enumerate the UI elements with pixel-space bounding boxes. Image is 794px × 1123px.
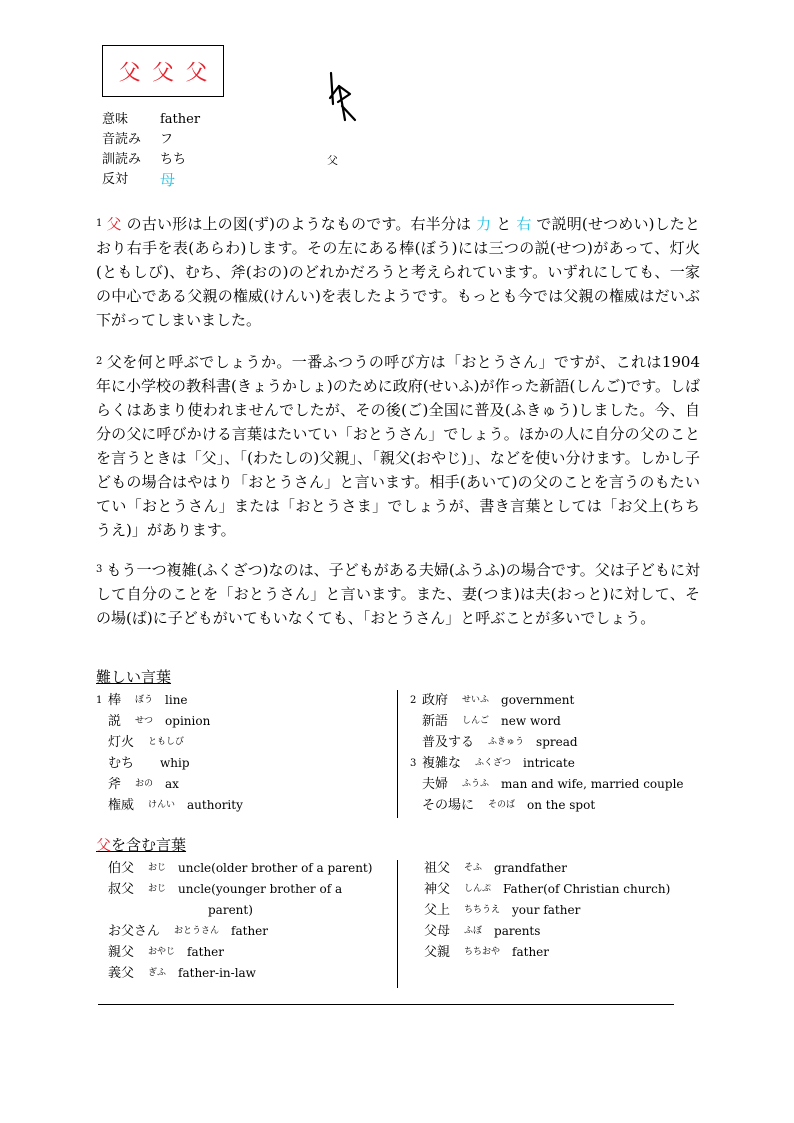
vocab-row — [96, 690, 396, 711]
vocab-row — [96, 795, 396, 816]
vocab-word: 複雑な — [422, 756, 462, 771]
vocab-english: new word — [501, 714, 561, 728]
kanji-highlight: 父 — [106, 215, 122, 233]
paragraph-1 — [96, 212, 700, 332]
vocab-reading: おとうさん — [174, 926, 220, 936]
column-divider — [397, 690, 398, 818]
vocab-reading: せいふ — [462, 695, 490, 705]
vocab-row — [108, 942, 398, 963]
vocab-english: uncle(younger brother of a — [178, 882, 343, 896]
vocab-word: 棒 — [108, 693, 122, 708]
vocab-number — [410, 732, 422, 753]
vocab-english: father — [231, 924, 269, 938]
vocab-word: お父さん — [108, 924, 161, 939]
vocab-english: parents — [494, 924, 541, 938]
vocab-word: 斧 — [108, 777, 122, 792]
kanji-form-2: 父 — [151, 60, 174, 86]
vocab-word: 父母 — [424, 924, 451, 939]
vocab-english: line — [165, 693, 188, 707]
paragraph-number: 2 — [96, 356, 103, 367]
vocab-number — [96, 732, 108, 753]
vocab-english: opinion — [165, 714, 211, 728]
vocab-word: 親父 — [108, 945, 135, 960]
vocab-english: your father — [512, 903, 581, 917]
paragraph-text: で説明(せつめい)したとおり右手を表(あらわ)します。その左にある棒(ぼう)には三つの説(せつ)があって、灯火(ともしび)、むち、斧(おの)のどれかだろうと考えられています。いずれにしても、一家の中心である父親の権威(けんい)を表したようです。もっとも今では父親の権威はだいぶ下がってしまいました。 — [96, 215, 700, 329]
vocab-row — [410, 690, 710, 711]
vocab-row — [96, 753, 396, 774]
vocab-word: 神父 — [424, 882, 451, 897]
vocab-row — [108, 921, 398, 942]
ancient-form-image — [322, 70, 362, 130]
vocab-row — [410, 753, 710, 774]
opposite-label: 反対 — [102, 172, 129, 187]
vocab-reading: おじ — [148, 884, 167, 894]
kun-reading-label: 訓読み — [102, 152, 142, 167]
paragraph-3 — [96, 558, 700, 630]
vocab-word: 説 — [108, 714, 122, 729]
meaning-label: 意味 — [102, 112, 129, 127]
meaning-value: father — [160, 112, 201, 127]
column-divider — [397, 860, 398, 988]
vocab-english: uncle(older brother of a parent) — [178, 861, 373, 875]
paragraph-text: 父を何と呼ぶでしょうか。一番ふつうの呼び方は「おとうさん」ですが、これは1904 年に小学校の教科書(きょうかしょ)のために政府(せいふ)が作った新語(しんご)です。しばらくはあまり使われませんでしたが、その後(ご)全国に普及(ふきゅう)しました。今、自分の父に呼びかける言葉はたいてい「おとうさん」でしょう。ほかの人に自分の父のことを言うときは「父」、「(わたしの)父親」、「親父(おやじ)」、などを使い分けます。しかし子どもの場合はやはり「おとうさん」と言います。相手(あいて)の父のことを言うのもたいてい「おとうさん」または「おとうさま」でしょうが、書き言葉としては「お父上(ちちうえ)」があります。 — [96, 353, 700, 539]
vocab-word: 灯火 — [108, 735, 135, 750]
vocab-word: 義父 — [108, 966, 135, 981]
vocab-word: 父上 — [424, 903, 451, 918]
vocab-word: その場に — [422, 798, 475, 813]
vocab-english: on the spot — [527, 798, 596, 812]
containing-words-left — [108, 858, 398, 984]
vocab-reading: けんい — [148, 800, 176, 810]
vocab-reading: ちちおや — [464, 947, 501, 957]
vocab-reading: ふきゅう — [488, 737, 525, 747]
vocab-reading: おの — [135, 779, 154, 789]
vocab-reading: ぼう — [135, 695, 154, 705]
vocab-word: 普及する — [422, 735, 475, 750]
vocab-number — [96, 711, 108, 732]
vocab-number — [96, 795, 108, 816]
vocab-word: 権威 — [108, 798, 135, 813]
vocab-reading: ふくざつ — [475, 758, 512, 768]
vocab-reading: しんぷ — [464, 884, 492, 894]
paragraph-number: 1 — [96, 218, 103, 229]
paragraph-text: もう一つ複雑(ふくざつ)なのは、子どもがある夫婦(ふうふ)の場合です。父は子どもに対して自分のことを「おとうさん」と言います。また、妻(つま)は夫(おっと)に対して、その場(ば)に子どもがいてもいなくても、「おとうさん」と呼ぶことが多いでしょう。 — [96, 561, 700, 627]
vocab-reading: おやじ — [148, 947, 176, 957]
paragraph-text: の古い形は上の図(ず)のようなものです。右半分は — [121, 215, 477, 233]
vocab-reading: そふ — [464, 863, 483, 873]
vocab-row — [108, 963, 398, 984]
kun-reading-row — [102, 150, 200, 170]
vocab-word: 父親 — [424, 945, 451, 960]
containing-words-title — [96, 834, 186, 855]
vocab-row — [410, 711, 710, 732]
opposite-row — [102, 170, 200, 190]
vocab-english: father-in-law — [178, 966, 256, 980]
vocab-row — [410, 732, 710, 753]
vocab-number — [96, 753, 108, 774]
on-reading-value: フ — [160, 132, 174, 147]
kanji-forms-box — [102, 45, 224, 97]
vocab-word: 新語 — [422, 714, 449, 729]
vocab-row — [96, 774, 396, 795]
vocab-number — [96, 774, 108, 795]
vocab-number: 1 — [96, 695, 103, 706]
kun-reading-value: ちち — [160, 152, 187, 167]
ancient-form-caption: 父 — [327, 154, 338, 167]
opposite-value: 母 — [160, 171, 176, 189]
kanji-form-3: 父 — [185, 60, 208, 86]
vocab-reading: ちちうえ — [464, 905, 501, 915]
vocab-word: 伯父 — [108, 861, 135, 876]
vocab-english: Father(of Christian church) — [503, 882, 671, 896]
vocab-row — [424, 879, 714, 900]
vocab-reading: ふうふ — [462, 779, 490, 789]
vocab-english: whip — [160, 756, 190, 770]
vocab-number — [410, 795, 422, 816]
vocab-reading: そのば — [488, 800, 516, 810]
difficult-words-title: 難しい言葉 — [96, 668, 172, 686]
title-kanji: 父 — [96, 836, 112, 854]
vocab-word: 叔父 — [108, 882, 135, 897]
kanji-info — [102, 110, 200, 190]
vocab-row — [96, 732, 396, 753]
vocab-english: man and wife, married couple — [501, 777, 684, 791]
vocab-word: 夫婦 — [422, 777, 449, 792]
kanji-form-1: 父 — [118, 60, 141, 86]
on-reading-row — [102, 130, 200, 150]
vocab-reading: おじ — [148, 863, 167, 873]
vocab-reading: ともしび — [148, 737, 185, 747]
vocab-row — [108, 879, 398, 900]
vocab-english: intricate — [523, 756, 575, 770]
paragraph-number: 3 — [96, 564, 103, 575]
vocab-word: むち — [108, 756, 135, 771]
related-kanji-migi: 右 — [516, 215, 532, 233]
vocab-word: 政府 — [422, 693, 449, 708]
vocab-row — [410, 774, 710, 795]
vocab-reading: しんご — [462, 716, 490, 726]
bottom-rule — [98, 1004, 674, 1005]
vocab-english: authority — [187, 798, 243, 812]
vocab-reading: ふぼ — [464, 926, 483, 936]
vocab-english: father — [512, 945, 550, 959]
vocab-row — [424, 921, 714, 942]
title-rest: を含む言葉 — [111, 836, 187, 854]
vocab-row — [424, 858, 714, 879]
vocab-reading: せつ — [135, 716, 154, 726]
difficult-words-left — [96, 690, 396, 816]
on-reading-label: 音読み — [102, 132, 142, 147]
vocab-row — [424, 900, 714, 921]
vocab-number — [410, 774, 422, 795]
vocab-row — [424, 942, 714, 963]
vocab-row — [410, 795, 710, 816]
vocab-row — [96, 711, 396, 732]
paragraph-text: と — [491, 215, 517, 233]
vocab-row — [108, 858, 398, 879]
vocab-english: grandfather — [494, 861, 567, 875]
vocab-number: 3 — [410, 758, 417, 769]
vocab-english: father — [187, 945, 225, 959]
vocab-reading: ぎふ — [148, 968, 167, 978]
vocab-word: 祖父 — [424, 861, 451, 876]
related-kanji-chikara: 力 — [476, 215, 492, 233]
vocab-number — [410, 711, 422, 732]
difficult-words-right — [410, 690, 710, 816]
containing-words-right — [424, 858, 714, 963]
meaning-row — [102, 110, 200, 130]
vocab-english: government — [501, 693, 575, 707]
vocab-english: spread — [536, 735, 578, 749]
vocab-row — [108, 900, 398, 921]
vocab-english: ax — [165, 777, 179, 791]
vocab-english: parent) — [208, 903, 253, 917]
paragraph-2 — [96, 350, 700, 542]
vocab-number: 2 — [410, 695, 417, 706]
